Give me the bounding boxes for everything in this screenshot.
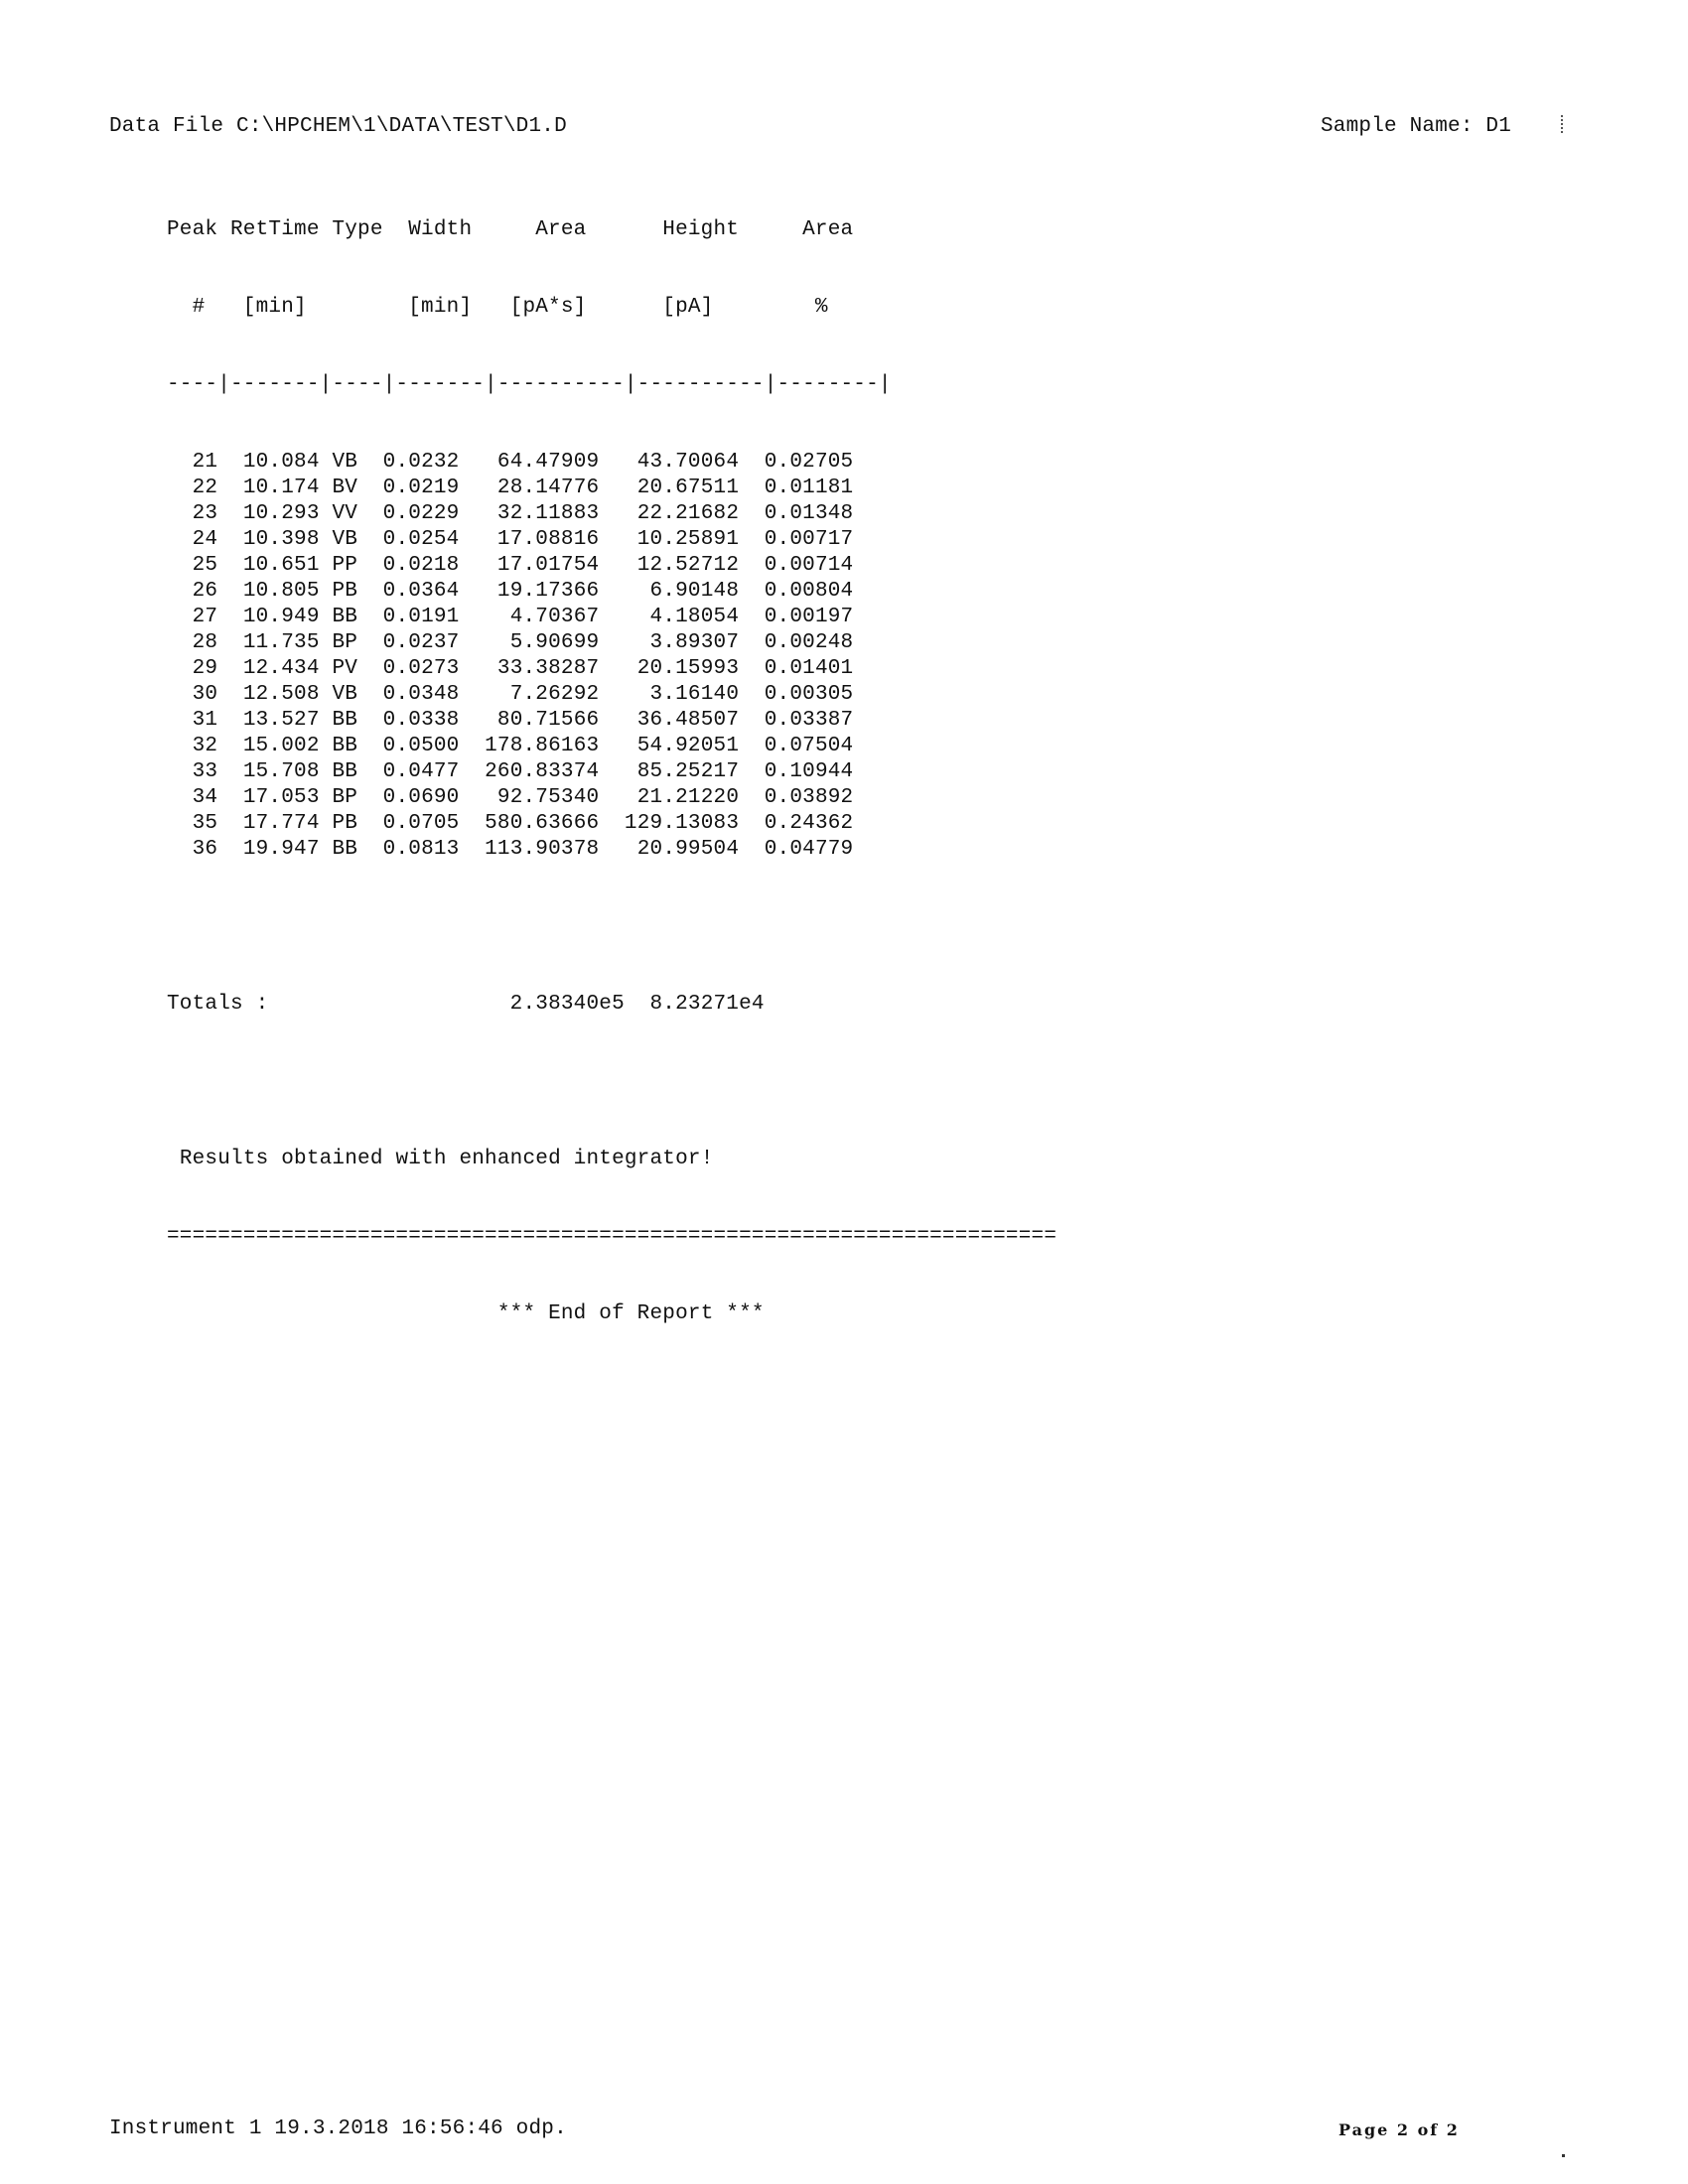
table-cell: BP xyxy=(319,631,370,654)
table-row xyxy=(167,605,1056,630)
table-cell: 3.89307 xyxy=(599,631,740,654)
table-cell: 0.03387 xyxy=(739,709,854,732)
table-row xyxy=(167,682,1056,708)
table-cell: 32 xyxy=(167,735,218,757)
table-cell: 20.15993 xyxy=(599,657,740,680)
table-row xyxy=(167,476,1056,501)
table-cell: 7.26292 xyxy=(459,683,600,706)
table-cell: 17.053 xyxy=(217,786,320,809)
table-cell: 0.07504 xyxy=(739,735,854,757)
totals-label: Totals : xyxy=(167,993,497,1016)
integrator-note-text: Results obtained with enhanced integrator! xyxy=(179,1148,714,1170)
table-cell: 0.02705 xyxy=(739,451,854,474)
footer-instrument: Instrument 1 19.3.2018 16:56:46 odp. xyxy=(109,2117,567,2140)
table-header-row-2: # [min] [min] [pA*s] [pA] % xyxy=(167,296,879,319)
table-cell: 17.774 xyxy=(217,812,320,835)
table-cell: PV xyxy=(319,657,370,680)
table-cell: 31 xyxy=(167,709,218,732)
blank-line xyxy=(167,1069,1056,1095)
table-cell: 0.0477 xyxy=(369,760,460,783)
sample-name: Sample Name: D1 xyxy=(1321,115,1512,138)
table-cell: 80.71566 xyxy=(459,709,600,732)
table-row xyxy=(167,811,1056,837)
table-cell: 22 xyxy=(167,477,218,499)
table-cell: 6.90148 xyxy=(599,580,740,603)
table-cell: 17.08816 xyxy=(459,528,600,551)
table-cell: VV xyxy=(319,502,370,525)
table-cell: 21.21220 xyxy=(599,786,740,809)
data-file-path: Data File C:\HPCHEM\1\DATA\TEST\D1.D xyxy=(109,115,567,138)
table-row xyxy=(167,553,1056,579)
table-cell: 92.75340 xyxy=(459,786,600,809)
table-cell: 113.90378 xyxy=(459,838,600,861)
table-cell: 0.04779 xyxy=(739,838,854,861)
table-row xyxy=(167,708,1056,734)
table-cell: 0.00804 xyxy=(739,580,854,603)
integrator-note xyxy=(167,1147,1056,1172)
table-cell: VB xyxy=(319,683,370,706)
table-cell: 33 xyxy=(167,760,218,783)
table-cell: 0.0813 xyxy=(369,838,460,861)
table-cell: 15.002 xyxy=(217,735,320,757)
table-row xyxy=(167,785,1056,811)
end-of-report xyxy=(167,1301,1056,1327)
table-cell: 15.708 xyxy=(217,760,320,783)
table-cell: 0.0690 xyxy=(369,786,460,809)
table-body xyxy=(167,450,1056,863)
table-cell: 0.01181 xyxy=(739,477,854,499)
table-cell: 36 xyxy=(167,838,218,861)
table-cell: 12.508 xyxy=(217,683,320,706)
table-row xyxy=(167,527,1056,553)
table-cell: 20.67511 xyxy=(599,477,740,499)
table-row xyxy=(167,501,1056,527)
table-cell: 0.0229 xyxy=(369,502,460,525)
table-cell: 10.398 xyxy=(217,528,320,551)
table-cell: BB xyxy=(319,838,370,861)
table-cell: 0.0232 xyxy=(369,451,460,474)
table-row xyxy=(167,759,1056,785)
table-separator: ----|-------|----|-------|----------|----------|--------| xyxy=(167,373,892,396)
table-cell: 28.14776 xyxy=(459,477,600,499)
table-cell: 10.25891 xyxy=(599,528,740,551)
table-cell: 23 xyxy=(167,502,218,525)
table-cell: 0.0705 xyxy=(369,812,460,835)
table-cell: 30 xyxy=(167,683,218,706)
table-cell: 178.86163 xyxy=(459,735,600,757)
table-cell: 0.00305 xyxy=(739,683,854,706)
table-cell: 17.01754 xyxy=(459,554,600,577)
table-cell: 0.0364 xyxy=(369,580,460,603)
table-cell: 129.13083 xyxy=(599,812,740,835)
table-cell: 26 xyxy=(167,580,218,603)
table-cell: 0.0500 xyxy=(369,735,460,757)
table-cell: 580.63666 xyxy=(459,812,600,835)
footer-page-number: Page 2 of 2 xyxy=(1338,2120,1460,2139)
table-row xyxy=(167,579,1056,605)
table-cell: 4.18054 xyxy=(599,606,740,628)
table-cell: 0.01401 xyxy=(739,657,854,680)
table-row xyxy=(167,630,1056,656)
table-cell: 0.01348 xyxy=(739,502,854,525)
report-rule: ====================================================================== xyxy=(167,1225,1057,1248)
table-header-row-1: Peak RetTime Type Width Area Height Area xyxy=(167,218,879,241)
edge-mark xyxy=(1561,115,1565,133)
table-cell: 0.03892 xyxy=(739,786,854,809)
table-cell: PB xyxy=(319,812,370,835)
table-cell: 28 xyxy=(167,631,218,654)
table-cell: 0.0191 xyxy=(369,606,460,628)
table-cell: 0.0219 xyxy=(369,477,460,499)
table-cell: 0.0218 xyxy=(369,554,460,577)
table-cell: 4.70367 xyxy=(459,606,600,628)
table-cell: 11.735 xyxy=(217,631,320,654)
table-cell: 260.83374 xyxy=(459,760,600,783)
blank-line xyxy=(167,914,1056,940)
table-cell: 3.16140 xyxy=(599,683,740,706)
table-cell: 22.21682 xyxy=(599,502,740,525)
table-cell: 0.0338 xyxy=(369,709,460,732)
table-cell: VB xyxy=(319,528,370,551)
totals-row xyxy=(167,992,1056,1018)
table-cell: 0.00248 xyxy=(739,631,854,654)
table-cell: 33.38287 xyxy=(459,657,600,680)
table-row xyxy=(167,656,1056,682)
table-row xyxy=(167,837,1056,863)
table-cell: 35 xyxy=(167,812,218,835)
table-cell: BB xyxy=(319,709,370,732)
table-cell: BV xyxy=(319,477,370,499)
table-cell: 85.25217 xyxy=(599,760,740,783)
table-row xyxy=(167,450,1056,476)
table-cell: 0.0254 xyxy=(369,528,460,551)
table-cell: 25 xyxy=(167,554,218,577)
totals-area: 2.38340e5 xyxy=(496,993,625,1016)
table-cell: 10.084 xyxy=(217,451,320,474)
table-cell: 12.52712 xyxy=(599,554,740,577)
table-cell: 12.434 xyxy=(217,657,320,680)
table-cell: BB xyxy=(319,735,370,757)
table-cell: BB xyxy=(319,606,370,628)
table-cell: 10.949 xyxy=(217,606,320,628)
table-cell: 19.17366 xyxy=(459,580,600,603)
table-cell: 54.92051 xyxy=(599,735,740,757)
table-cell: 21 xyxy=(167,451,218,474)
peak-report xyxy=(167,166,1056,1353)
table-row xyxy=(167,734,1056,759)
table-cell: PP xyxy=(319,554,370,577)
table-cell: 19.947 xyxy=(217,838,320,861)
table-cell: 10.651 xyxy=(217,554,320,577)
table-cell: BP xyxy=(319,786,370,809)
table-cell: 0.00717 xyxy=(739,528,854,551)
table-cell: PB xyxy=(319,580,370,603)
table-cell: 29 xyxy=(167,657,218,680)
table-cell: 10.805 xyxy=(217,580,320,603)
table-cell: 64.47909 xyxy=(459,451,600,474)
table-cell: 27 xyxy=(167,606,218,628)
table-cell: 0.00714 xyxy=(739,554,854,577)
table-cell: 10.174 xyxy=(217,477,320,499)
stray-mark xyxy=(1562,2154,1565,2157)
table-cell: 0.24362 xyxy=(739,812,854,835)
table-cell: 0.10944 xyxy=(739,760,854,783)
table-cell: 10.293 xyxy=(217,502,320,525)
table-cell: 20.99504 xyxy=(599,838,740,861)
table-cell: 0.00197 xyxy=(739,606,854,628)
table-cell: 0.0348 xyxy=(369,683,460,706)
table-cell: BB xyxy=(319,760,370,783)
table-cell: 32.11883 xyxy=(459,502,600,525)
table-cell: 0.0273 xyxy=(369,657,460,680)
table-cell: 34 xyxy=(167,786,218,809)
table-cell: 24 xyxy=(167,528,218,551)
totals-height: 8.23271e4 xyxy=(624,993,765,1016)
end-of-report-text: *** End of Report *** xyxy=(496,1302,765,1325)
table-cell: 0.0237 xyxy=(369,631,460,654)
table-cell: 36.48507 xyxy=(599,709,740,732)
table-cell: 13.527 xyxy=(217,709,320,732)
table-cell: VB xyxy=(319,451,370,474)
table-cell: 43.70064 xyxy=(599,451,740,474)
table-cell: 5.90699 xyxy=(459,631,600,654)
